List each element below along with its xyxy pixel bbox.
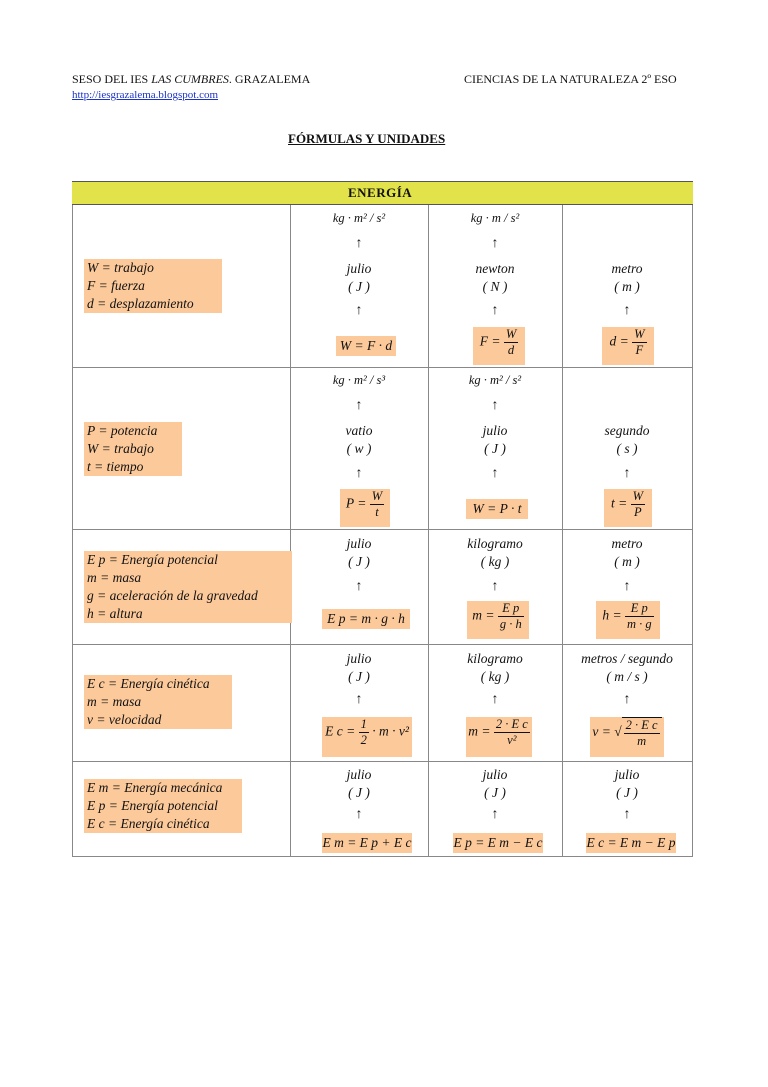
arrow-up-icon: ↑ <box>491 236 499 251</box>
unit-symbol: ( kg ) <box>480 554 510 569</box>
legend-potential-energy <box>84 551 292 623</box>
fraction <box>370 489 384 520</box>
unit-symbol: ( m ) <box>614 554 640 569</box>
unit-name-cell <box>562 260 692 296</box>
unit-name: metro <box>611 536 643 551</box>
legend-line: m = masa <box>87 694 142 709</box>
legend-mechanical-energy <box>84 779 242 833</box>
formula-table <box>72 181 693 856</box>
row-divider-3 <box>72 644 693 645</box>
section-band <box>72 181 693 205</box>
unit-symbol: ( m / s ) <box>606 669 648 684</box>
unit-name-cell <box>562 535 692 571</box>
unit-name-cell <box>562 650 692 686</box>
formula-box: W = F · d <box>336 336 396 356</box>
unit-name: kilogramo <box>467 651 523 666</box>
legend-line: E p = Energía potencial <box>87 552 218 567</box>
formula-box <box>467 601 529 639</box>
unit-name-cell <box>562 766 692 802</box>
arrow-up-icon: ↑ <box>491 807 499 822</box>
formula-box: W = P · t <box>466 499 528 519</box>
formula-lhs: m = <box>472 607 495 623</box>
formula-box <box>466 717 532 757</box>
unit-name-cell <box>290 650 428 686</box>
formula-lhs: E c = <box>325 723 356 739</box>
legend-line: g = aceleración de la gravedad <box>87 588 258 603</box>
unit-symbol: ( J ) <box>484 441 506 456</box>
unit-name: julio <box>346 261 372 276</box>
denominator: g · h <box>499 617 522 631</box>
table-border-right <box>692 205 693 856</box>
fraction <box>504 327 518 358</box>
arrow-up-icon: ↑ <box>355 466 363 481</box>
unit-symbol: ( s ) <box>616 441 638 456</box>
formula-box: E p = E m − E c <box>453 833 543 853</box>
row-divider-1 <box>72 367 693 368</box>
denominator: t <box>375 505 379 519</box>
arrow-up-icon: ↑ <box>623 303 631 318</box>
arrow-up-icon: ↑ <box>355 807 363 822</box>
numerator: W <box>632 489 644 503</box>
legend-power <box>84 422 182 476</box>
legend-line: P = potencia <box>87 423 158 438</box>
arrow-up-icon: ↑ <box>491 303 499 318</box>
arrow-up-icon: ↑ <box>355 236 363 251</box>
legend-line: t = tiempo <box>87 459 144 474</box>
arrow-up-icon: ↑ <box>623 466 631 481</box>
unit-name: kilogramo <box>467 536 523 551</box>
unit-name-cell <box>290 535 428 571</box>
unit-name-cell <box>428 535 562 571</box>
legend-line: d = desplazamiento <box>87 296 194 311</box>
formula-lhs: F = <box>479 333 501 349</box>
fraction <box>625 601 654 632</box>
unit-symbol: ( N ) <box>482 279 508 294</box>
legend-kinetic-energy <box>84 675 232 729</box>
unit-name: newton <box>475 261 515 276</box>
arrow-up-icon: ↑ <box>491 398 499 413</box>
unit-name-cell <box>290 422 428 458</box>
arrow-up-icon: ↑ <box>491 692 499 707</box>
numerator: 2 · E c <box>625 718 658 732</box>
formula-lhs: h = <box>602 607 622 623</box>
unit-name: julio <box>614 767 640 782</box>
arrow-up-icon: ↑ <box>491 466 499 481</box>
header-school-name: LAS CUMBRES <box>151 72 229 86</box>
header-school-suffix: . GRAZALEMA <box>228 72 311 86</box>
legend-line: h = altura <box>87 606 143 621</box>
formula-box <box>322 717 412 757</box>
arrow-up-icon: ↑ <box>623 692 631 707</box>
denominator: d <box>507 343 515 357</box>
denominator: m <box>637 734 647 748</box>
arrow-up-icon: ↑ <box>623 807 631 822</box>
numerator: W <box>371 489 383 503</box>
legend-line: E c = Energía cinética <box>87 676 210 691</box>
denominator: v² <box>507 733 517 747</box>
unit-name-cell <box>428 650 562 686</box>
unit-name-cell <box>290 766 428 802</box>
formula-lhs: v = <box>592 724 611 740</box>
header-url-link[interactable]: http://iesgrazalema.blogspot.com <box>72 89 219 101</box>
row-divider-4 <box>72 761 693 762</box>
formula-box <box>340 489 390 527</box>
unit-name: julio <box>482 423 508 438</box>
formula-box: E c = E m − E p <box>586 833 676 853</box>
arrow-up-icon: ↑ <box>355 398 363 413</box>
formula-lhs: t = <box>610 495 628 511</box>
formula-box <box>602 327 654 365</box>
numerator: E p <box>625 601 654 617</box>
row-divider-2 <box>72 529 693 530</box>
denominator: 2 <box>360 733 367 747</box>
sqrt-icon: √ <box>614 724 622 740</box>
unit-symbol: ( w ) <box>346 441 372 456</box>
legend-line: E m = Energía mecánica <box>87 780 223 795</box>
header-subject: CIENCIAS DE LA NATURALEZA 2º ESO <box>464 72 677 86</box>
legend-line: E p = Energía potencial <box>87 798 218 813</box>
fraction <box>498 601 524 632</box>
unit-name: metro <box>611 261 643 276</box>
derived-unit: kg · m² / s² <box>332 211 386 225</box>
unit-symbol: ( J ) <box>484 785 506 800</box>
unit-symbol: ( m ) <box>614 279 640 294</box>
arrow-up-icon: ↑ <box>623 579 631 594</box>
denominator: F <box>635 343 644 357</box>
derived-unit: kg · m² / s² <box>468 373 522 387</box>
unit-name-cell <box>428 766 562 802</box>
formula-box: E p = m · g · h <box>322 609 410 629</box>
derived-unit: kg · m / s² <box>470 211 520 225</box>
fraction <box>494 717 530 748</box>
header-school <box>72 72 310 87</box>
unit-name: metros / segundo <box>581 651 673 666</box>
unit-name: vatio <box>345 423 373 438</box>
section-title: ENERGÍA <box>348 185 413 200</box>
unit-symbol: ( kg ) <box>480 669 510 684</box>
legend-line: m = masa <box>87 570 142 585</box>
unit-name-cell <box>428 422 562 458</box>
unit-symbol: ( J ) <box>348 279 370 294</box>
arrow-up-icon: ↑ <box>355 303 363 318</box>
table-border-left <box>72 205 73 856</box>
formula-box <box>473 327 525 365</box>
formula-box <box>596 601 660 639</box>
fraction <box>359 717 369 748</box>
unit-symbol: ( J ) <box>348 554 370 569</box>
fraction <box>624 718 660 749</box>
fraction <box>632 327 646 358</box>
arrow-up-icon: ↑ <box>355 692 363 707</box>
formula-box <box>604 489 652 527</box>
numerator: W <box>634 327 645 341</box>
numerator: 2 · E c <box>495 717 528 731</box>
formula-lhs: P = <box>345 495 367 511</box>
numerator: E p <box>498 601 524 617</box>
unit-name: julio <box>346 536 372 551</box>
arrow-up-icon: ↑ <box>355 579 363 594</box>
formula-box: E m = E p + E c <box>322 833 412 853</box>
derived-unit: kg · m² / s³ <box>332 373 386 387</box>
legend-line: v = velocidad <box>87 712 162 727</box>
radicand <box>622 717 662 749</box>
unit-name: julio <box>482 767 508 782</box>
unit-name: segundo <box>604 423 650 438</box>
denominator: m · g <box>626 617 652 631</box>
legend-line: F = fuerza <box>87 278 145 293</box>
unit-symbol: ( J ) <box>348 785 370 800</box>
numerator: 1 <box>360 717 367 731</box>
unit-name: julio <box>346 767 372 782</box>
formula-lhs: m = <box>468 723 491 739</box>
legend-work <box>84 259 222 313</box>
numerator: W <box>505 327 517 341</box>
formula-lhs: d = <box>609 333 629 349</box>
fraction <box>631 489 645 520</box>
unit-name: julio <box>346 651 372 666</box>
unit-symbol: ( J ) <box>348 669 370 684</box>
denominator: P <box>633 505 642 519</box>
formula-box <box>590 717 664 757</box>
legend-line: E c = Energía cinética <box>87 816 210 831</box>
unit-name-cell <box>290 260 428 296</box>
page-title: FÓRMULAS Y UNIDADES <box>288 131 446 146</box>
formula-rhs: · m · v² <box>372 723 409 739</box>
unit-name-cell <box>562 422 692 458</box>
legend-line: W = trabajo <box>87 441 154 456</box>
legend-line: W = trabajo <box>87 260 154 275</box>
unit-name-cell <box>428 260 562 296</box>
arrow-up-icon: ↑ <box>491 579 499 594</box>
header-school-prefix: SESO DEL IES <box>72 72 152 86</box>
unit-symbol: ( J ) <box>616 785 638 800</box>
table-border-bottom <box>72 856 693 857</box>
